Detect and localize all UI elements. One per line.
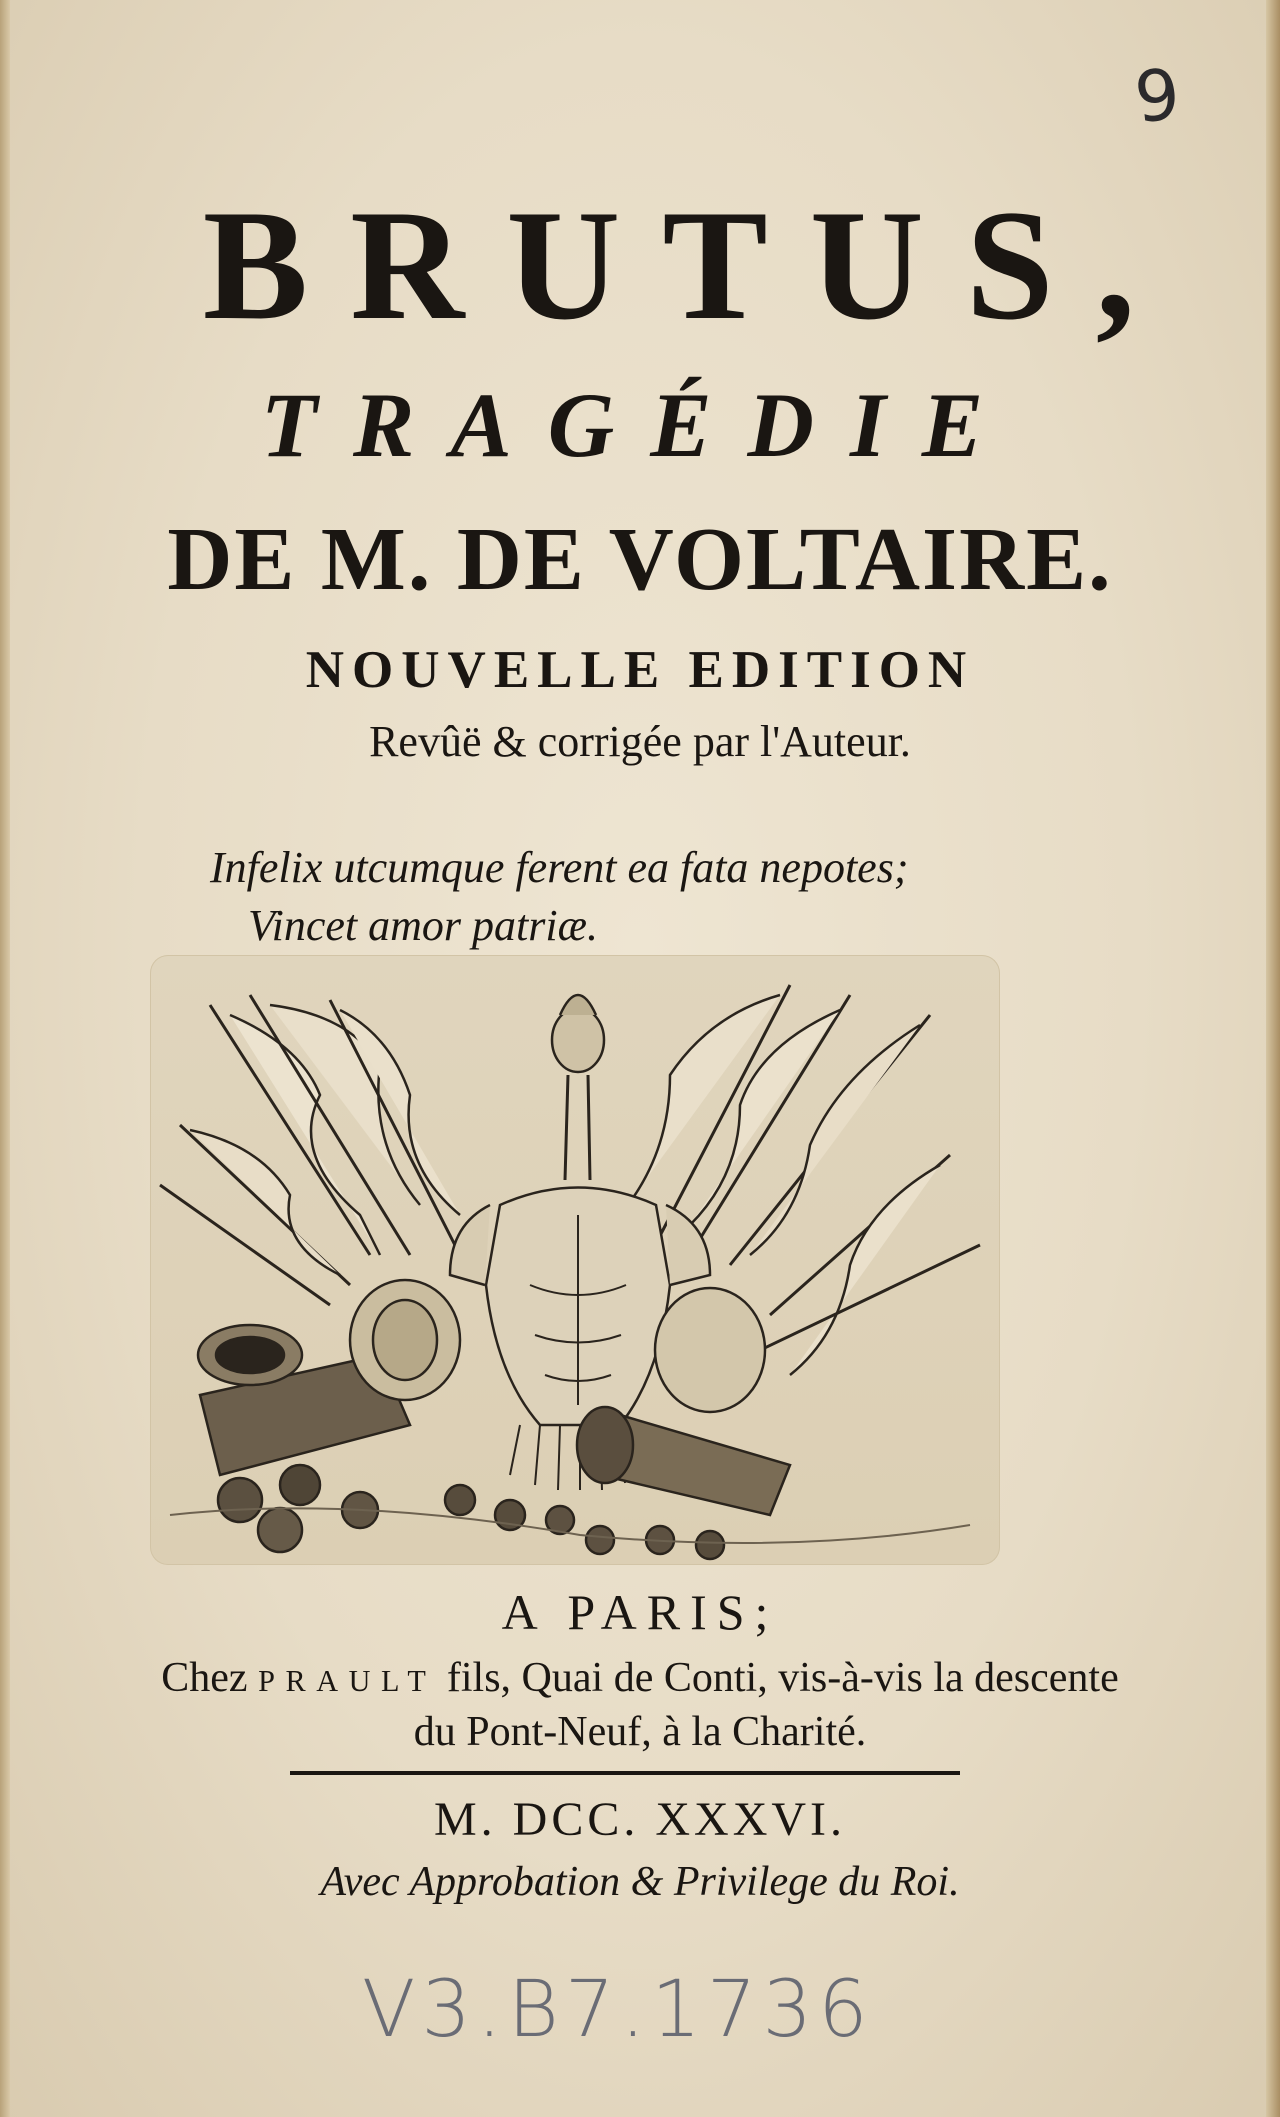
imprint-privilege: Avec Approbation & Privilege du Roi. — [320, 1859, 960, 1905]
imprint-publisher-line-2: du Pont-Neuf, à la Charité. — [413, 1709, 867, 1755]
publisher-name: PRAULT — [258, 1664, 437, 1698]
motto-line-2: Vincet amor patriæ. — [248, 901, 598, 950]
author-line: DE M. DE VOLTAIRE. — [167, 510, 1113, 609]
trophy-engraving-image — [150, 955, 1000, 1565]
publisher-prefix: Chez — [161, 1655, 259, 1701]
book-title: BRUTUS, — [202, 178, 1178, 353]
book-subtitle: TRAGÉDIE — [260, 374, 1020, 476]
edition-line: NOUVELLE EDITION — [305, 641, 975, 699]
publisher-suffix: fils, Quai de Conti, vis-à-vis la descente — [436, 1655, 1119, 1701]
handwritten-page-number: 9 — [1130, 52, 1184, 140]
motto-line-1: Infelix utcumque ferent ea fata nepotes; — [210, 843, 909, 892]
engraved-vignette — [150, 955, 1000, 1565]
imprint-publisher-line-1 — [0, 1654, 1280, 1702]
imprint-place: A PARIS; — [501, 1584, 779, 1640]
horizontal-rule — [290, 1771, 960, 1775]
pencil-shelfmark: V3.B7.1736 — [362, 1965, 874, 2055]
imprint-year: M. DCC. XXXVI. — [433, 1793, 846, 1846]
revision-line: Revûë & corrigée par l'Auteur. — [369, 717, 911, 766]
